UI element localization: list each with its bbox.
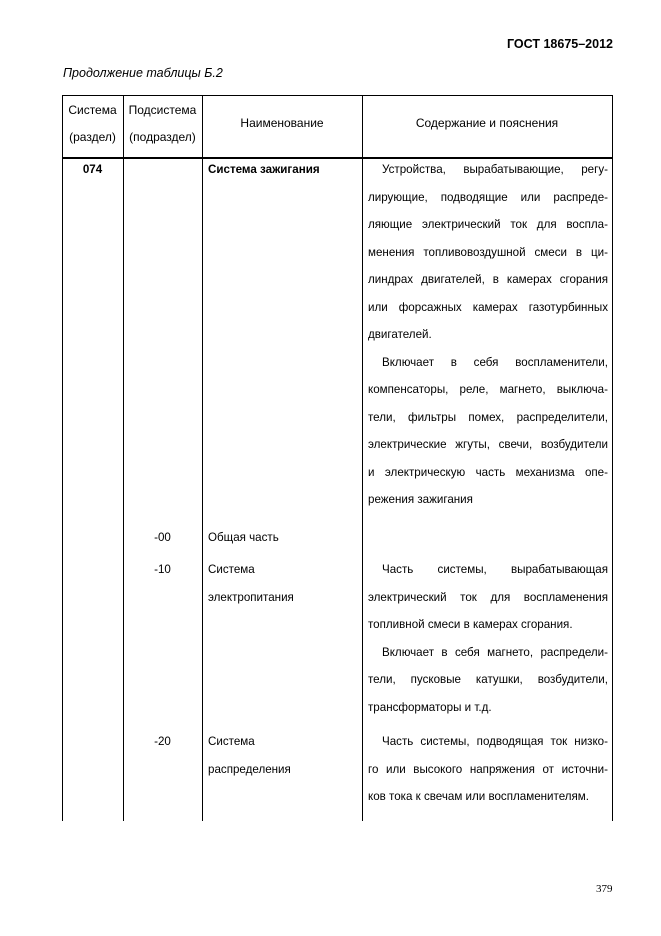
content-line: электрические жгуты, свечи, возбудители: [368, 438, 608, 451]
page-number: 379: [596, 883, 613, 895]
content-line: трансформаторы и т.д.: [368, 700, 492, 714]
column-header-text: (подраздел): [129, 130, 196, 144]
table-right-border: [612, 95, 613, 821]
name-line: Система: [208, 735, 255, 748]
row-name: Система зажигания: [208, 163, 320, 176]
row-name: [208, 728, 291, 783]
content-line: топливной смеси в камерах сгорания.: [368, 618, 573, 631]
row-content: [368, 156, 608, 514]
column-header-text: Подсистема: [128, 103, 197, 117]
content-line: Устройства, вырабатывающие, регу-: [382, 163, 608, 176]
name-line: Система: [208, 563, 255, 576]
content-line: электрический ток для воспламенения: [368, 590, 608, 604]
content-line: Включает в себя воспламенители,: [382, 355, 608, 369]
content-line: тели, фильтры помех, распределители,: [368, 410, 608, 424]
subsystem-code: -20: [154, 735, 171, 748]
column-divider: [202, 95, 203, 821]
column-header-text: Система: [68, 103, 117, 117]
content-line: линдрах двигателей, в камерах сгорания: [368, 273, 608, 286]
column-header-subsystem: [123, 97, 202, 151]
column-divider: [123, 95, 124, 821]
column-header-text: (раздел): [69, 130, 116, 144]
content-line: ляющие электрический ток для воспла-: [368, 218, 608, 231]
subsystem-code: -10: [154, 563, 171, 576]
row-name: Общая часть: [208, 531, 279, 544]
content-line: Часть системы, вырабатывающая: [382, 563, 608, 576]
column-header-name: Наименование: [240, 116, 324, 130]
table-top-border: [62, 95, 613, 96]
content-line: менения топливовоздушной смеси в ци-: [368, 245, 608, 259]
content-line: Часть системы, подводящая ток низко-: [382, 735, 608, 748]
name-line: электропитания: [208, 590, 294, 604]
column-divider: [362, 95, 363, 821]
system-code: 074: [82, 163, 103, 176]
content-line: двигателей.: [368, 328, 432, 341]
content-line: режения зажигания: [368, 493, 473, 506]
content-line: или форсажных камерах газотурбинных: [368, 300, 608, 314]
row-name: [208, 556, 294, 611]
row-content: [368, 728, 608, 811]
content-line: и электрическую часть механизма опе-: [368, 465, 608, 479]
document-standard: ГОСТ 18675–2012: [507, 37, 613, 51]
table-caption: Продолжение таблицы Б.2: [63, 66, 223, 80]
content-line: ков тока к свечам или воспламенителям.: [368, 790, 589, 803]
column-header-system: [62, 97, 123, 151]
content-line: лирующие, подводящие или распреде-: [368, 190, 608, 204]
subsystem-code: -00: [154, 531, 171, 544]
row-content: [368, 556, 608, 721]
column-header-content: Содержание и пояснения: [415, 116, 559, 130]
content-line: тели, пусковые катушки, возбудители,: [368, 673, 608, 686]
content-line: компенсаторы, реле, магнето, выключа-: [368, 383, 608, 396]
content-line: го или высокого напряжения от источни-: [368, 762, 608, 776]
name-line: распределения: [208, 762, 291, 776]
content-line: Включает в себя магнето, распредели-: [382, 645, 608, 659]
table-left-border: [62, 95, 63, 821]
